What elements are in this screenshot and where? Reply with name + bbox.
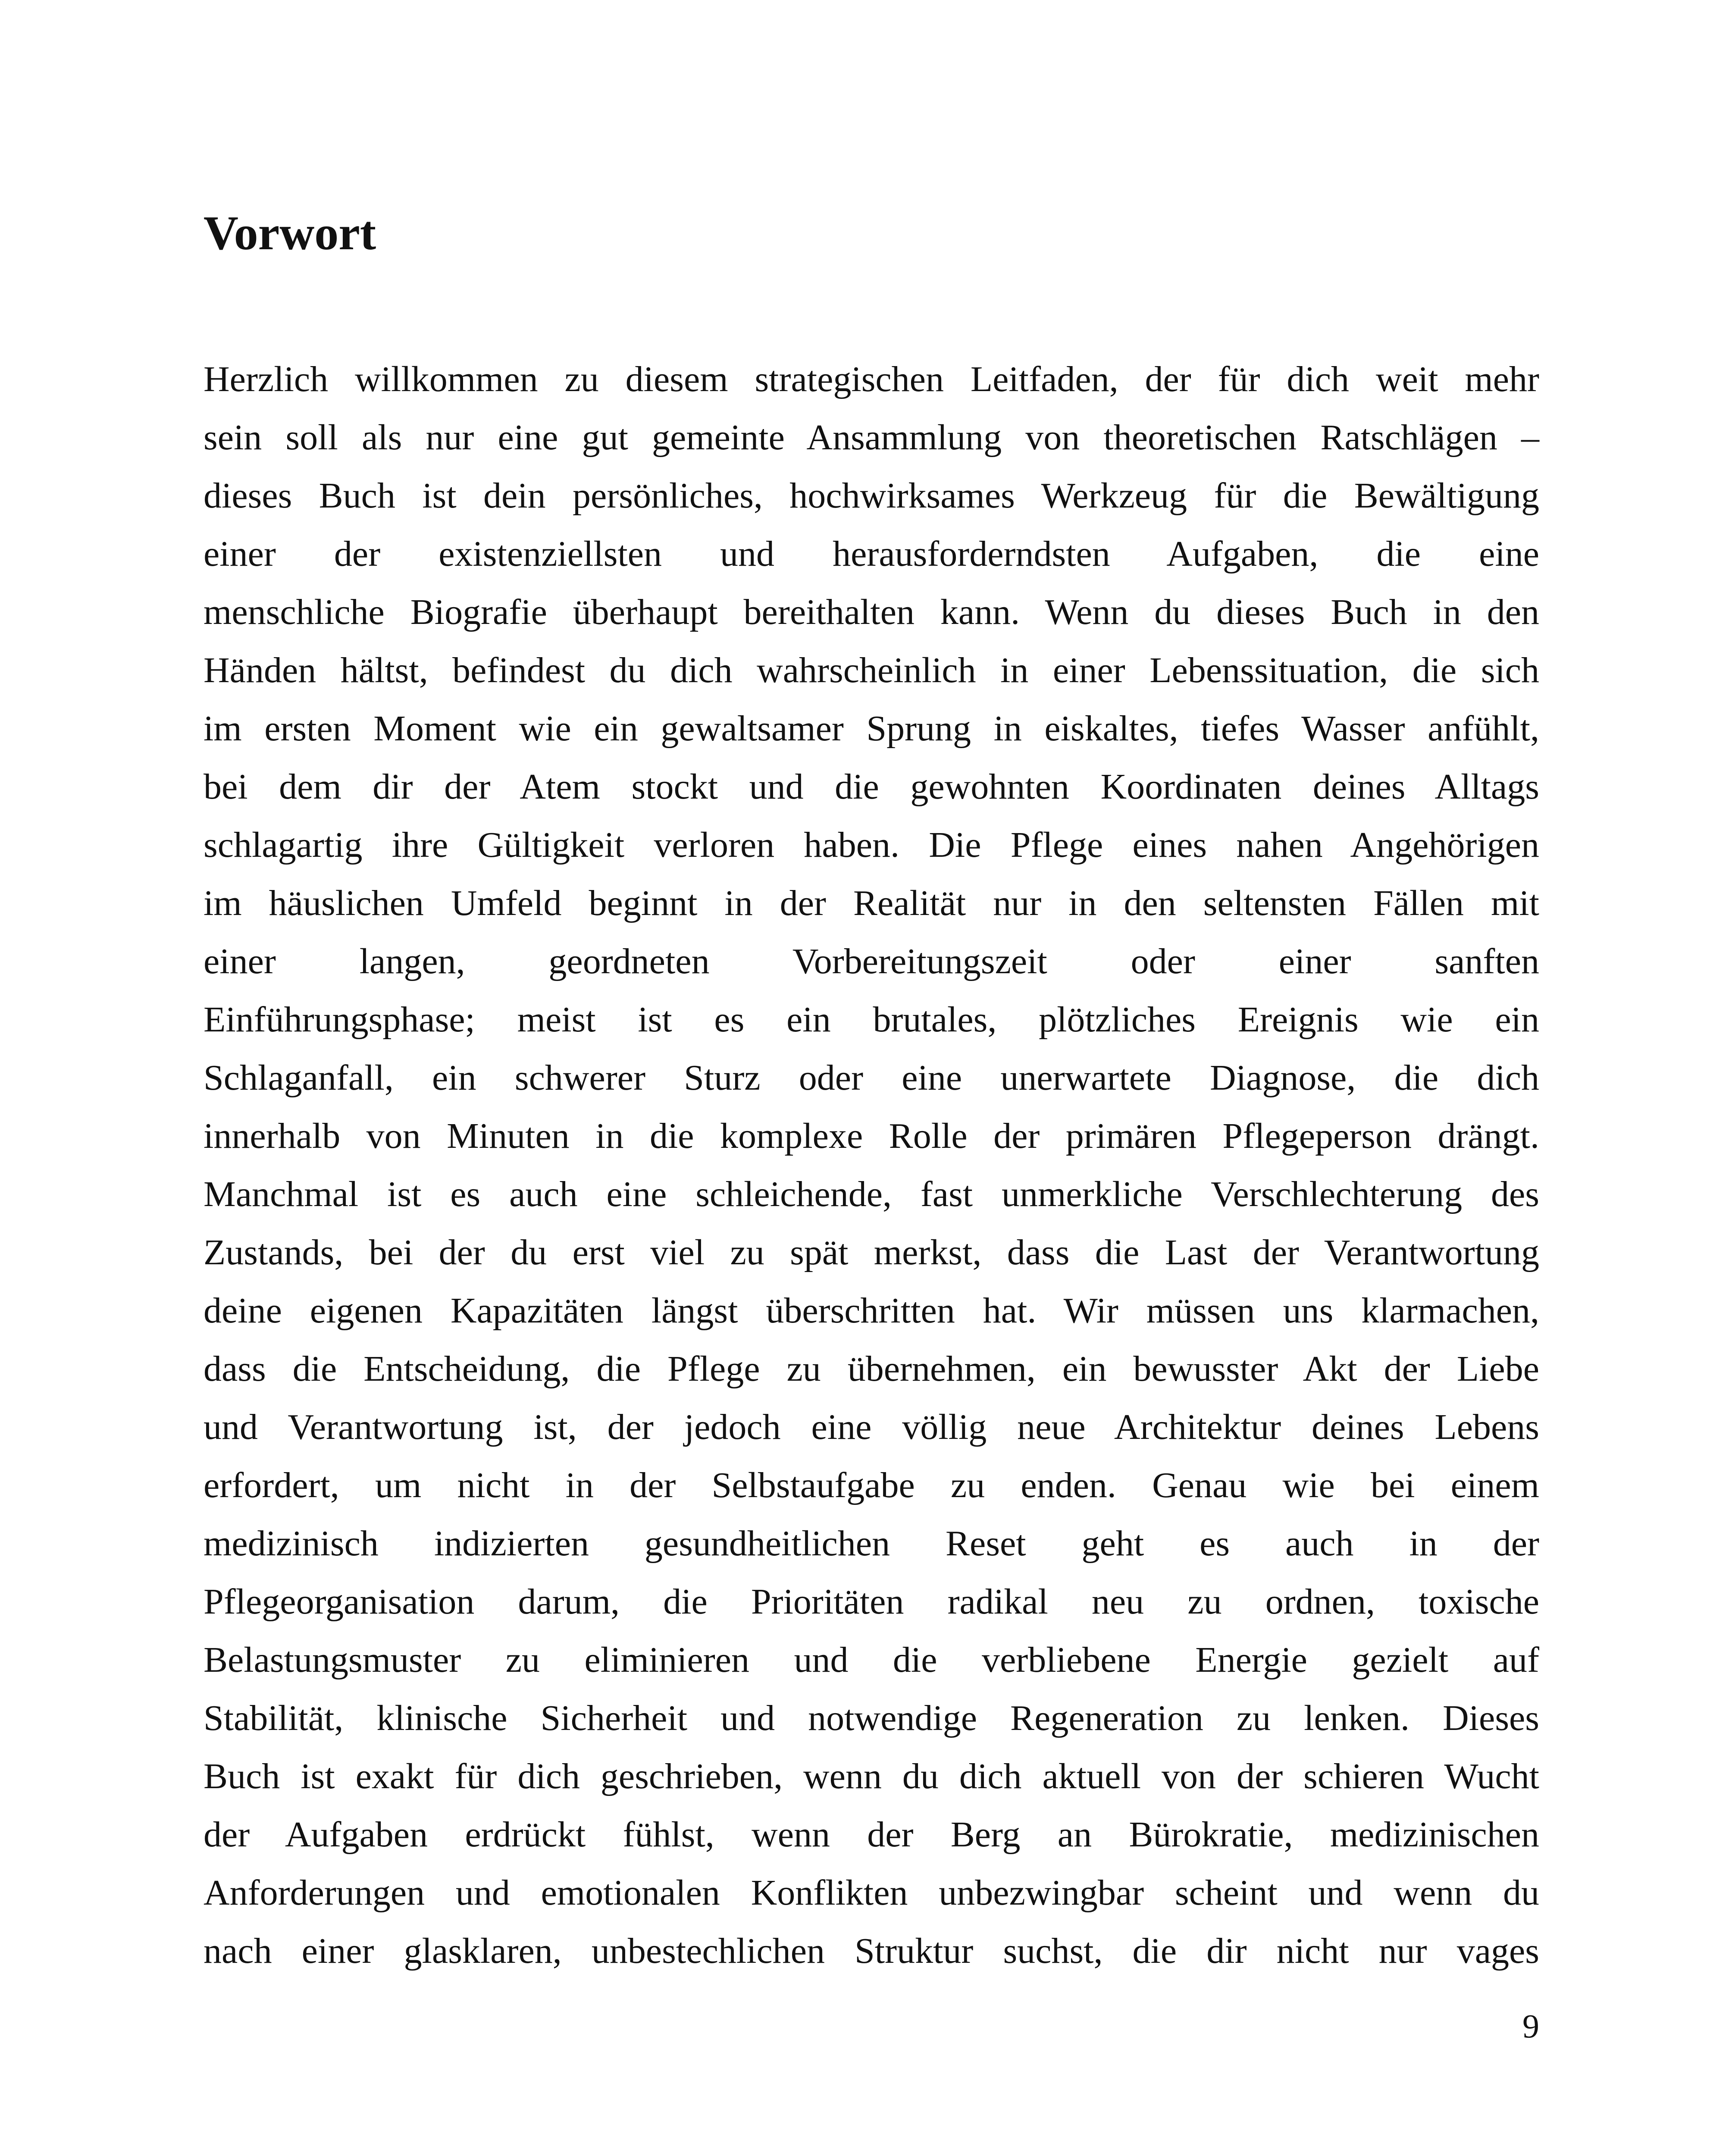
text-line: Herzlich willkommen zu diesem strategischen Leitfaden, der für dich weit mehr <box>204 359 1539 399</box>
text-line: nach einer glasklaren, unbestechlichen Struktur suchst, die dir nicht nur vages <box>204 1931 1539 1971</box>
text-line: Manchmal ist es auch eine schleichende, fast unmerkliche Verschlechterung des <box>204 1174 1539 1214</box>
text-line: Buch ist exakt für dich geschrieben, wenn du dich aktuell von der schieren Wucht <box>204 1756 1539 1796</box>
text-line: dieses Buch ist dein persönliches, hochwirksames Werkzeug für die Bewältigung <box>204 476 1539 516</box>
text-line: menschliche Biografie überhaupt bereithalten kann. Wenn du dieses Buch in den <box>204 592 1539 632</box>
text-line: und Verantwortung ist, der jedoch eine völlig neue Architektur deines Lebens <box>204 1407 1539 1447</box>
text-line: Zustands, bei der du erst viel zu spät merkst, dass die Last der Verantwortung <box>204 1232 1539 1272</box>
text-line: Pflegeorganisation darum, die Prioritäten radikal neu zu ordnen, toxische <box>204 1582 1539 1622</box>
text-line: Schlaganfall, ein schwerer Sturz oder eine unerwartete Diagnose, die dich <box>204 1058 1539 1098</box>
text-line: der Aufgaben erdrückt fühlst, wenn der Berg an Bürokratie, medizinischen <box>204 1814 1539 1855</box>
text-line: erfordert, um nicht in der Selbstaufgabe zu enden. Genau wie bei einem <box>204 1465 1539 1505</box>
text-line: im ersten Moment wie ein gewaltsamer Sprung in eiskaltes, tiefes Wasser anfühlt, <box>204 708 1539 749</box>
text-line: sein soll als nur eine gut gemeinte Ansammlung von theoretischen Ratschlägen – <box>204 417 1539 458</box>
text-line: innerhalb von Minuten in die komplexe Rolle der primären Pflegeperson drängt. <box>204 1116 1539 1156</box>
text-line: schlagartig ihre Gültigkeit verloren haben. Die Pflege eines nahen Angehörigen <box>204 825 1539 865</box>
text-line: dass die Entscheidung, die Pflege zu übernehmen, ein bewusster Akt der Liebe <box>204 1349 1539 1389</box>
text-line: medizinisch indizierten gesundheitlichen Reset geht es auch in der <box>204 1523 1539 1564</box>
text-line: Belastungsmuster zu eliminieren und die verbliebene Energie gezielt auf <box>204 1640 1539 1680</box>
text-line: deine eigenen Kapazitäten längst überschritten hat. Wir müssen uns klarmachen, <box>204 1291 1539 1331</box>
text-line: Anforderungen und emotionalen Konflikten unbezwingbar scheint und wenn du <box>204 1873 1539 1913</box>
text-line: einer der existenziellsten und herausforderndsten Aufgaben, die eine <box>204 534 1539 574</box>
text-line: Stabilität, klinische Sicherheit und notwendige Regeneration zu lenken. Dieses <box>204 1698 1539 1738</box>
page-number: 9 <box>1522 2007 1539 2045</box>
text-line: bei dem dir der Atem stockt und die gewohnten Koordinaten deines Alltags <box>204 767 1539 807</box>
text-line: im häuslichen Umfeld beginnt in der Realität nur in den seltensten Fällen mit <box>204 883 1539 923</box>
text-line: einer langen, geordneten Vorbereitungszeit oder einer sanften <box>204 941 1539 981</box>
text-line: Händen hältst, befindest du dich wahrscheinlich in einer Lebenssituation, die sich <box>204 650 1539 690</box>
body-paragraph <box>204 350 1539 1980</box>
chapter-heading: Vorwort <box>204 207 376 260</box>
text-line: Einführungsphase; meist ist es ein brutales, plötzliches Ereignis wie ein <box>204 1000 1539 1040</box>
